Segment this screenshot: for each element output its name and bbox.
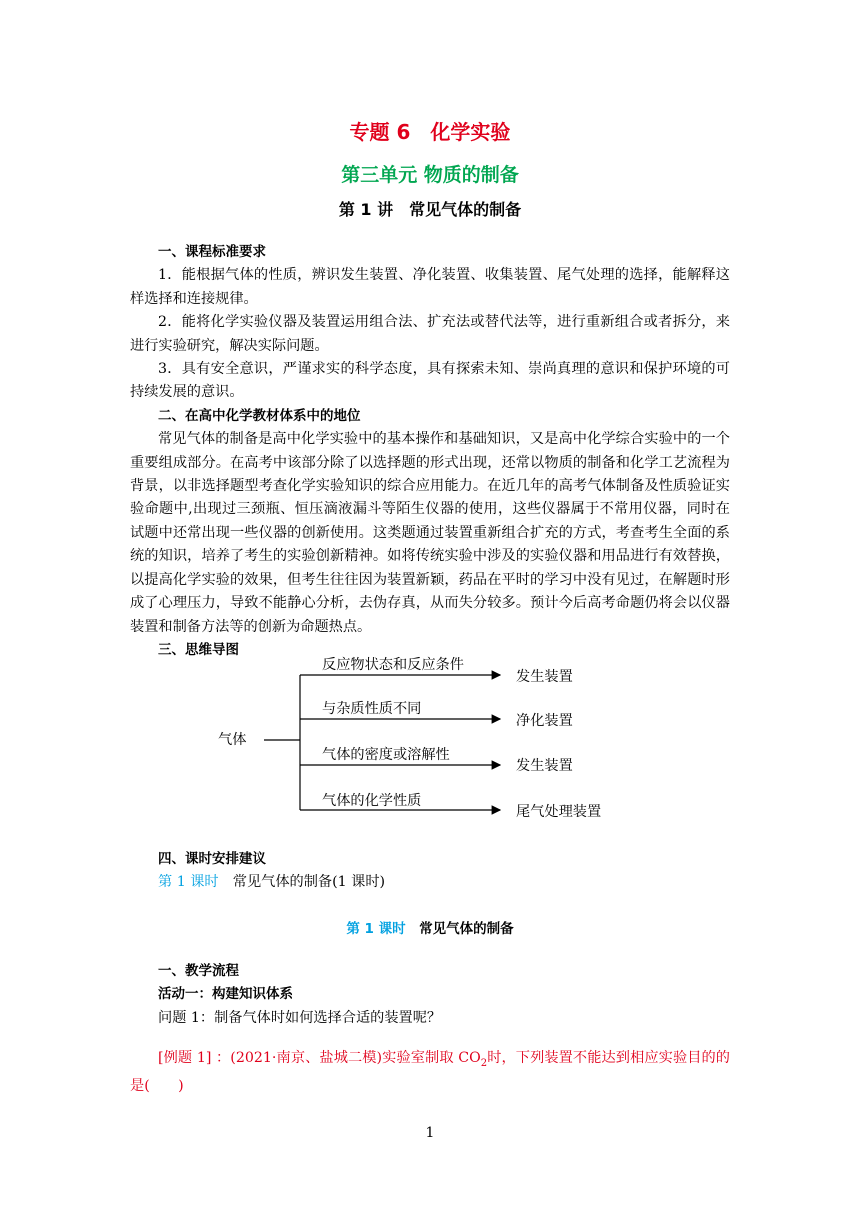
- branch-condition-1: 反应物状态和反应条件: [322, 657, 464, 673]
- branch-result-4: 尾气处理装置: [516, 804, 602, 820]
- curriculum-section: [130, 241, 730, 662]
- activity-heading: 活动一：构建知识体系: [158, 986, 293, 1003]
- section-heading-flow: 一、教学流程: [158, 963, 239, 979]
- lesson-title-text: 常见气体的制备: [405, 921, 514, 937]
- question-1: 问题 1：制备气体时如何选择合适的装置呢？: [158, 1009, 442, 1026]
- section-heading-schedule: 四、课时安排建议: [158, 851, 266, 867]
- standard-item-3: 3．具有安全意识，严谨求实的科学态度，具有探索未知、崇尚真理的意识和保护环境的可持续发展的意识。: [130, 361, 730, 401]
- lesson-label: 第 1 课时: [346, 921, 406, 937]
- example-subscript: 2: [480, 1057, 488, 1069]
- unit-title: 第三单元 物质的制备: [341, 164, 519, 186]
- lecture-title: 第 1 讲 常见气体的制备: [338, 200, 522, 219]
- schedule-section: [130, 848, 730, 895]
- example-text-after: 时，下列装置不能达到相应实验目的的是( ): [130, 1050, 730, 1095]
- page-number: 1: [425, 1125, 435, 1141]
- section-heading-mindmap: 三、思维导图: [158, 641, 239, 658]
- example-section: [130, 1047, 730, 1099]
- lesson-title: [0, 917, 860, 937]
- branch-condition-4: 气体的化学性质: [322, 793, 422, 809]
- branch-condition-2: 与杂质性质不同: [322, 701, 422, 717]
- section-heading-position: 二、在高中化学教材体系中的地位: [158, 407, 361, 424]
- branch-result-3: 发生装置: [516, 758, 573, 774]
- example-label: [例题 1]: [158, 1050, 216, 1066]
- schedule-line: [130, 871, 730, 894]
- position-paragraph: 常见气体的制备是高中化学实验中的基本操作和基础知识，又是高中化学综合实验中的一个重要组成部分。在高考中该部分除了以选择题的形式出现，还常以物质的制备和化学工艺流程为背景，以非选择题型考查化学实验知识的综合应用能力。在近几年的高考气体制备及性质验证实验命题中,出现过三颈瓶、恒压滴液漏斗等陌生仪器的使用，这些仪器属于不常用仪器，同时在试题中还常出现一些仪器的创新使用。这类题通过装置重新组合扩充的方式，考查考生全面的系统的知识，培养了考生的实验创新精神。如将传统实验中涉及的实验仪器和用品进行有效替换，以提高化学实验的效果，但考生往往因为装置新颖，药品在平时的学习中没有见过，在解题时形成了心理压力，导致不能静心分析，去伪存真，从而失分较多。预计今后高考命题仍将会以仪器装置和制备方法等的创新为命题热点。: [130, 431, 730, 635]
- example-1: [130, 1047, 730, 1099]
- branch-result-1: 发生装置: [516, 669, 573, 685]
- branch-result-2: 净化装置: [516, 713, 573, 729]
- section-heading-standards: 一、课程标准要求: [158, 244, 266, 260]
- topic-title: 专题 6 化学实验: [349, 120, 511, 144]
- mind-map-root: 气体: [218, 732, 247, 748]
- teaching-flow-section: [130, 960, 730, 1030]
- standard-item-1: 1．能根据气体的性质，辨识发生装置、净化装置、收集装置、尾气处理的选择，能解释这样选择和连接规律。: [130, 267, 730, 307]
- schedule-text: 常见气体的制备(1 课时): [218, 874, 386, 891]
- standard-item-2: 2．能将化学实验仪器及装置运用组合法、扩充法或替代法等，进行重新组合或者拆分，来进行实验研究，解决实际问题。: [130, 314, 730, 354]
- example-text-before: ：(2021·南京、盐城二模)实验室制取 CO: [216, 1050, 481, 1066]
- branch-condition-3: 气体的密度或溶解性: [322, 747, 450, 763]
- mind-map: [210, 650, 630, 830]
- schedule-label: 第 1 课时: [158, 874, 219, 891]
